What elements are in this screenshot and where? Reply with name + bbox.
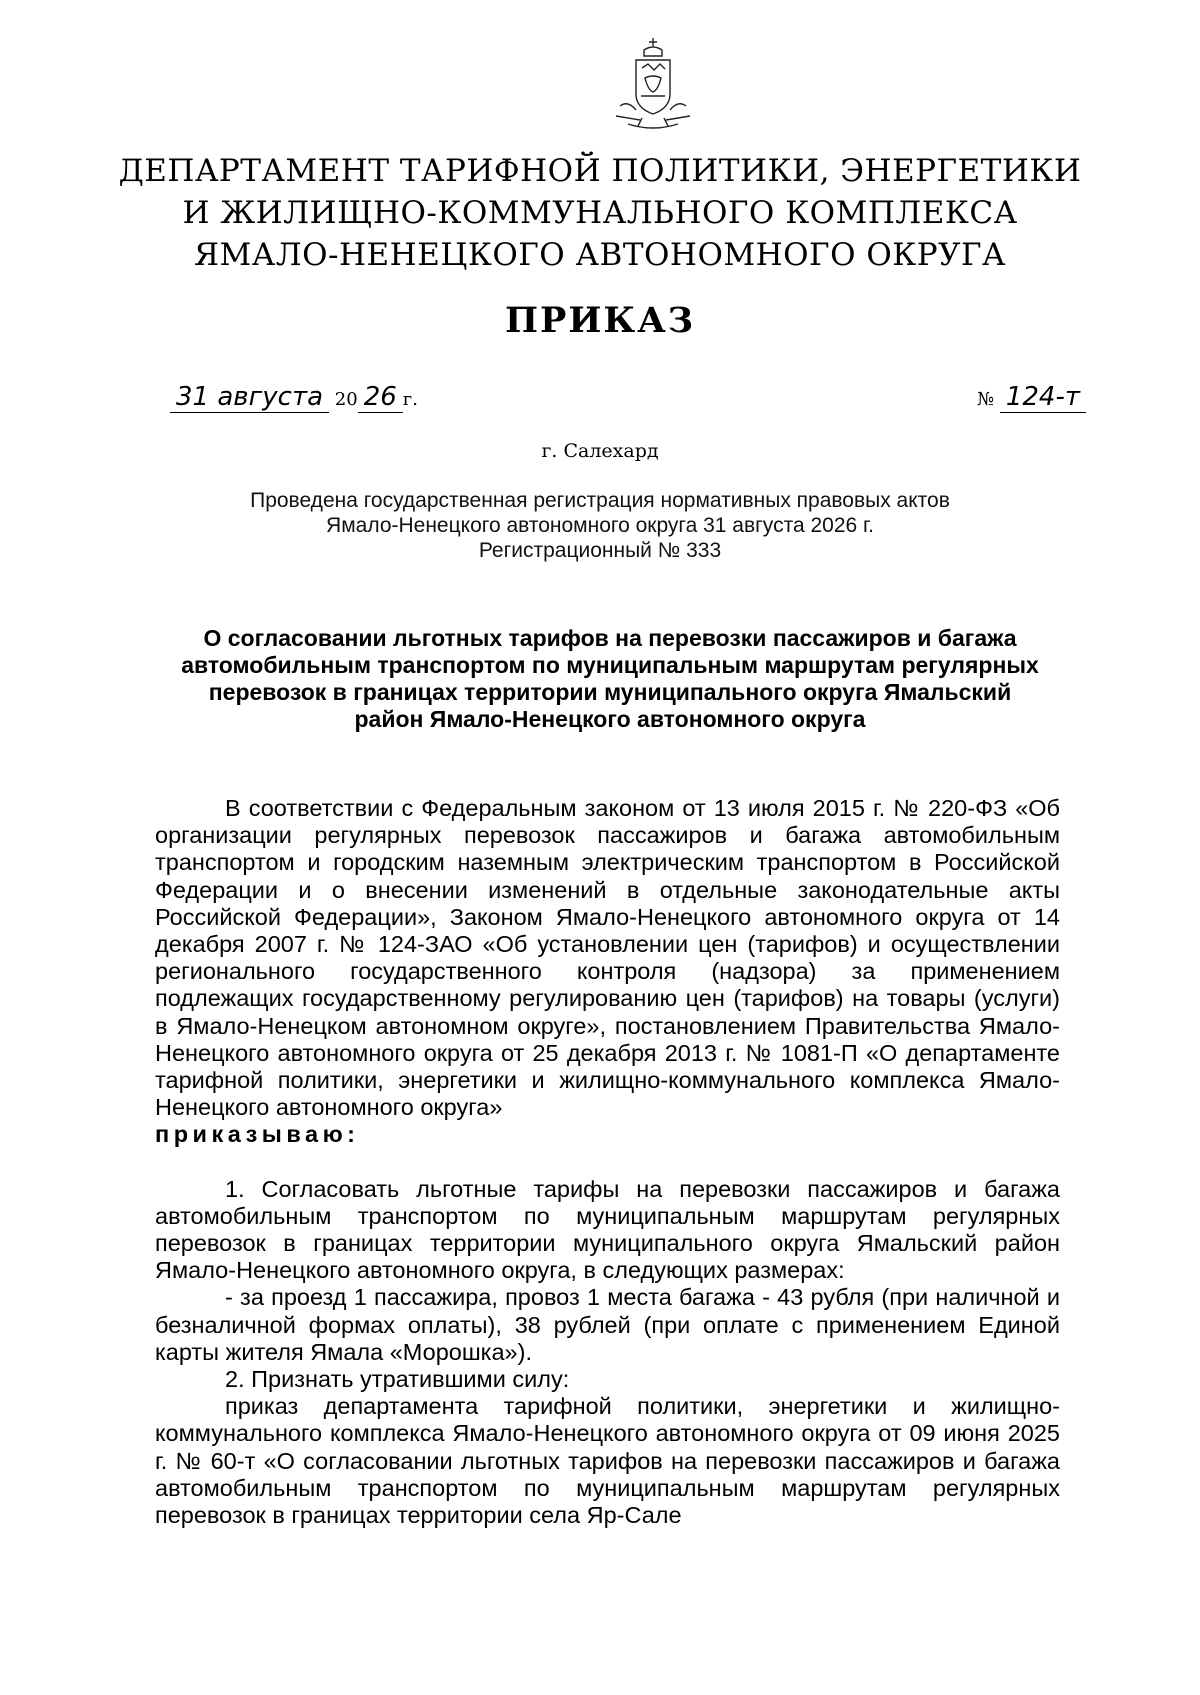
- order-title: [150, 625, 1070, 733]
- decree-word: приказываю:: [155, 1121, 360, 1148]
- number-label: №: [977, 389, 995, 410]
- order-title-line-4: район Ямало-Ненецкого автономного округа: [354, 706, 866, 732]
- department-name-line-3: ЯМАЛО-НЕНЕЦКОГО АВТОНОМНОГО ОКРУГА: [193, 237, 1007, 273]
- registration-line-2: Ямало-Ненецкого автономного округа 31 августа 2026 г.: [326, 514, 874, 537]
- department-name-line-1: ДЕПАРТАМЕНТ ТАРИФНОЙ ПОЛИТИКИ, ЭНЕРГЕТИКИ: [118, 153, 1082, 189]
- item-2-text: приказ департамента тарифной политики, энергетики и жилищно-коммунального комплекса Ямало-Ненецкого автономного округа от 09 июня 2025 г. № 60-т «О согласовании льготных тарифов на перевозки пассажиров и багажа автомобильным транспортом по муниципальным маршрутам регулярных перевозок в границах территории села Яр-Сале: [155, 1393, 1060, 1529]
- department-name-line-2: И ЖИЛИЩНО-КОММУНАЛЬНОГО КОМПЛЕКСА: [182, 195, 1018, 231]
- date-tail: г.: [402, 389, 418, 410]
- registration-line-1: Проведена государственная регистрация нормативных правовых актов: [250, 489, 950, 512]
- date-month: августа: [217, 382, 324, 412]
- date-day: 31: [176, 382, 210, 412]
- document-type-title: ПРИКАЗ: [504, 300, 696, 341]
- number-value: 124-т: [1000, 382, 1086, 413]
- order-title-line-1: О согласовании льготных тарифов на перевозки пассажиров и багажа: [203, 625, 1017, 651]
- paragraph-gap: [155, 1149, 1060, 1176]
- order-title-line-2: автомобильным транспортом по муниципальным маршрутам регулярных: [181, 652, 1039, 678]
- order-date: [170, 382, 418, 413]
- order-body: [155, 795, 1060, 1529]
- order-title-line-3: перевозок в границах территории муниципального округа Ямальский: [208, 679, 1012, 705]
- registration-stamp: [0, 488, 1200, 563]
- item-1-subparagraph: - за проезд 1 пассажира, провоз 1 места багажа - 43 рубля (при наличной и безналичной формах оплаты), 38 рублей (при оплате с применением Единой карты жителя Ямала «Морошка»).: [155, 1284, 1060, 1365]
- item-1-paragraph: 1. Согласовать льготные тарифы на перевозки пассажиров и багажа автомобильным транспортом по муниципальным маршрутам регулярных перевозок в границах территории муниципального округа Ямальский район Ямало-Ненецкого автономного округа, в следующих размерах:: [155, 1175, 1060, 1284]
- preamble-paragraph: В соответствии с Федеральным законом от 13 июля 2015 г. № 220-ФЗ «Об организации регулярных перевозок пассажиров и багажа автомобильным транспортом и городским наземным электрическим транспортом в Российской Федерации и о внесении изменений в отдельные законодательные акты Российской Федерации», Законом Ямало-Ненецкого автономного округа от 14 декабря 2007 г. № 124-ЗАО «Об установлении цен (тарифов) и осуществлении регионального государственного контроля (надзора) за применением подлежащих государственному регулированию цен (тарифов) на товары (услуги) в Ямало-Ненецком автономном округе», постановлением Правительства Ямало-Ненецкого автономного округа от 25 декабря 2013 г. № 1081-П «О департаменте тарифной политики, энергетики и жилищно-коммунального комплекса Ямало-Ненецкого автономного округа»: [155, 795, 1060, 1121]
- coat-of-arms-emblem: [608, 34, 698, 134]
- date-day-month: [170, 382, 329, 413]
- registration-line-3: Регистрационный № 333: [478, 539, 722, 562]
- order-number: [977, 382, 1086, 413]
- department-name: [100, 150, 1100, 276]
- item-2-paragraph: 2. Признать утратившими силу:: [225, 1366, 570, 1393]
- city: г. Салехард: [541, 440, 659, 462]
- date-year-prefix: 20: [334, 389, 358, 410]
- date-year-suffix: 26: [358, 382, 403, 413]
